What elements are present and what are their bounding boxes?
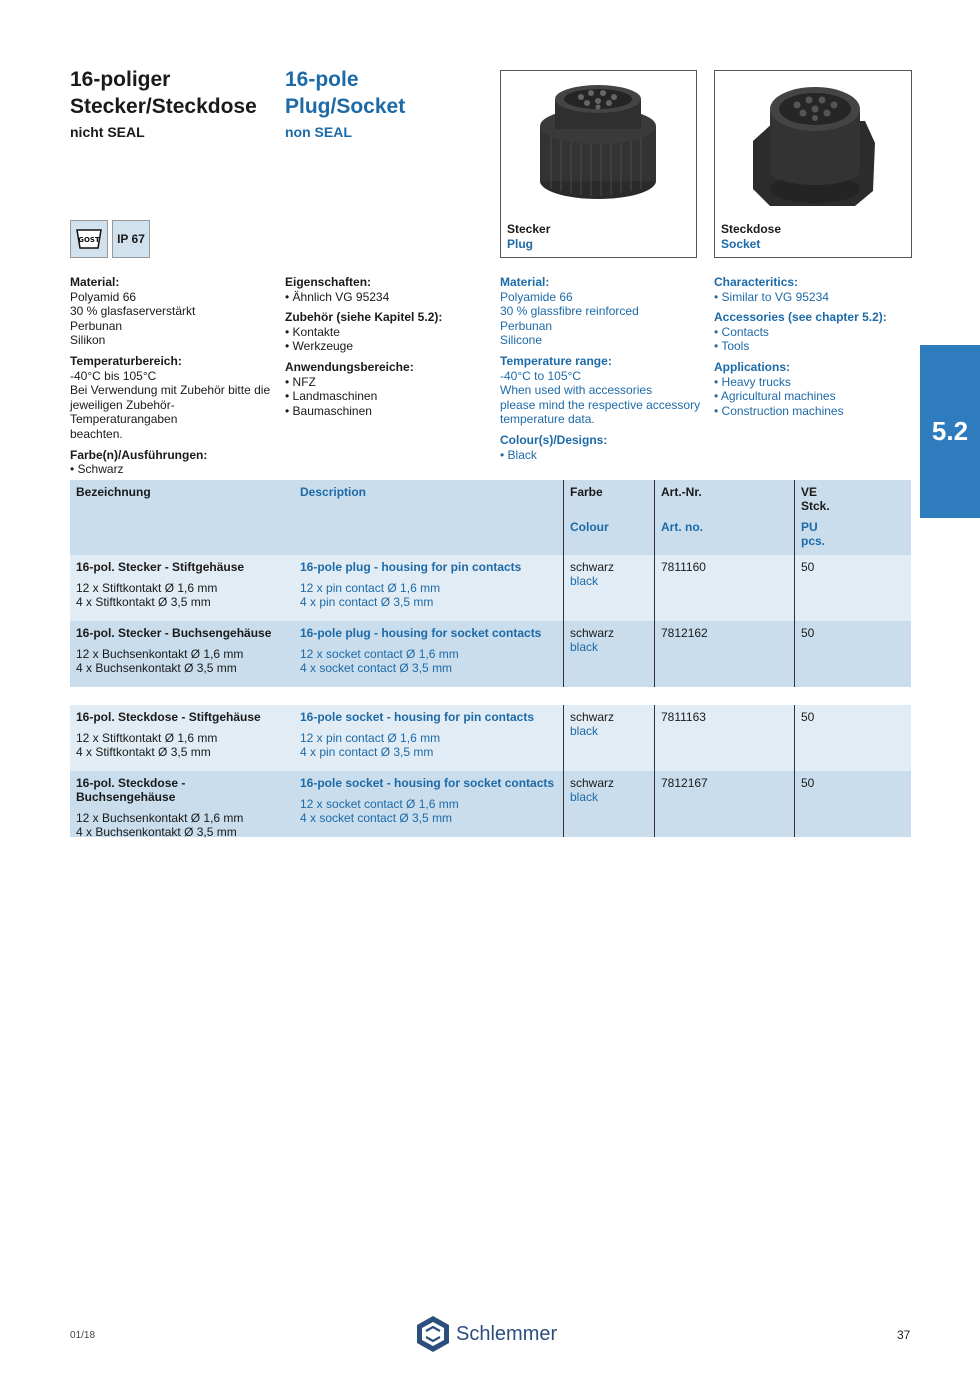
bullet-item: • Ähnlich VG 95234	[285, 290, 490, 305]
row-detail: 4 x socket contact Ø 3,5 mm	[300, 811, 453, 825]
info-line: Perbunan	[500, 318, 553, 333]
info-line: jeweiligen Zubehör-Temperaturangaben	[70, 397, 178, 427]
bullet-item: • Similar to VG 95234	[714, 290, 919, 305]
header-colour-en: Colour	[570, 520, 609, 534]
gost-certification-icon	[70, 220, 108, 258]
cell-art-nr: 7811160	[654, 555, 794, 621]
info-line: temperature data.	[500, 412, 595, 427]
row-colour: black	[570, 724, 599, 738]
cell-bezeichnung	[70, 771, 294, 837]
cell-description	[294, 705, 563, 771]
footer-date: 01/18	[70, 1330, 96, 1341]
brand-name: Schlemmer	[456, 1322, 558, 1345]
row-detail: 4 x Buchsenkontakt Ø 3,5 mm	[76, 661, 237, 675]
cell-farbe	[563, 621, 654, 687]
title-en-line1: 16-pole	[285, 68, 359, 91]
table-header	[70, 480, 911, 555]
socket-caption-de: Steckdose	[721, 222, 782, 236]
header-pu-line2: pcs.	[801, 534, 826, 548]
product-table-sockets	[70, 705, 911, 837]
accessories-heading-de: Zubehör (siehe Kapitel 5.2):	[285, 310, 443, 325]
props-heading-en: Characteritics:	[714, 275, 799, 289]
page-number: 37	[897, 1328, 911, 1342]
header-ve-line1: VE	[801, 485, 818, 499]
product-table-plugs	[70, 480, 911, 687]
row-detail: 4 x Buchsenkontakt Ø 3,5 mm	[76, 825, 237, 839]
info-line: please mind the respective accessory	[500, 397, 701, 412]
props-heading-de: Eigenschaften:	[285, 275, 372, 289]
cell-art-nr: 7811163	[654, 705, 794, 771]
colour-heading-en: Colour(s)/Designs:	[500, 432, 608, 447]
bullet-item: • Black	[500, 448, 705, 463]
subtitle-en: non SEAL	[285, 124, 352, 140]
row-title-en: 16-pole plug - housing for pin contacts	[300, 560, 522, 574]
row-detail: 4 x Stiftkontakt Ø 3,5 mm	[76, 745, 211, 759]
title-english	[285, 66, 405, 141]
header-ve	[794, 480, 911, 555]
cell-bezeichnung	[70, 621, 294, 687]
brand-logo	[416, 1315, 557, 1353]
cell-art-nr: 7812167	[654, 771, 794, 837]
cell-bezeichnung	[70, 705, 294, 771]
colour-heading-de: Farbe(n)/Ausführungen:	[70, 447, 208, 462]
title-de-line1: 16-poliger	[70, 68, 171, 91]
row-title-en: 16-pole socket - housing for pin contacts	[300, 710, 535, 724]
header-bezeichnung: Bezeichnung	[76, 485, 151, 499]
row-detail: 12 x Buchsenkontakt Ø 1,6 mm	[76, 811, 244, 825]
material-heading-de: Material:	[70, 275, 120, 289]
row-detail: 12 x Buchsenkontakt Ø 1,6 mm	[76, 647, 244, 661]
info-line: 30 % glasfaserverstärkt	[70, 304, 196, 319]
info-line: -40°C to 105°C	[500, 368, 581, 383]
cell-ve: 50	[794, 555, 911, 621]
info-en-right	[714, 275, 919, 424]
bullet-item: • Contacts	[714, 325, 919, 340]
cell-art-nr: 7812162	[654, 621, 794, 687]
info-line: When used with accessories	[500, 383, 653, 398]
cell-farbe	[563, 555, 654, 621]
bullet-item: • Agricultural machines	[714, 389, 919, 404]
info-line: Silicone	[500, 333, 543, 348]
cell-farbe	[563, 705, 654, 771]
info-line: Polyamide 66	[500, 289, 573, 304]
bullet-item: • Kontakte	[285, 325, 490, 340]
applications-heading-en: Applications:	[714, 359, 791, 374]
table-row	[70, 555, 911, 621]
row-title-en: 16-pole socket - housing for socket contacts	[300, 776, 555, 790]
row-detail: 12 x socket contact Ø 1,6 mm	[300, 647, 459, 661]
svg-text:GOST: GOST	[78, 236, 100, 244]
applications-heading-de: Anwendungsbereiche:	[285, 359, 414, 374]
row-detail: 4 x pin contact Ø 3,5 mm	[300, 595, 434, 609]
bullet-item: • Werkzeuge	[285, 339, 490, 354]
bullet-item: • Construction machines	[714, 404, 919, 419]
material-heading-en: Material:	[500, 275, 550, 289]
cell-farbe	[563, 771, 654, 837]
header-ve-line2: Stck.	[801, 499, 830, 513]
table-row	[70, 621, 911, 687]
plug-caption-en: Plug	[507, 237, 533, 251]
info-line: Bei Verwendung mit Zubehör bitte die	[70, 383, 271, 398]
bullet-item: • Tools	[714, 339, 919, 354]
header-art-nr	[654, 480, 794, 555]
header-farbe-de: Farbe	[570, 485, 603, 499]
cell-ve: 50	[794, 705, 911, 771]
cell-bezeichnung	[70, 555, 294, 621]
header-farbe	[563, 480, 654, 555]
cell-ve: 50	[794, 621, 911, 687]
row-title-de: 16-pol. Stecker - Stiftgehäuse	[76, 560, 245, 574]
info-line: Perbunan	[70, 318, 123, 333]
socket-caption	[721, 222, 781, 252]
title-german	[70, 66, 257, 141]
chapter-tab: 5.2	[920, 345, 980, 518]
info-line: -40°C bis 105°C	[70, 368, 157, 383]
row-farbe: schwarz	[570, 560, 615, 574]
row-detail: 4 x Stiftkontakt Ø 3,5 mm	[76, 595, 211, 609]
temp-heading-de: Temperaturbereich:	[70, 353, 182, 368]
row-detail: 4 x socket contact Ø 3,5 mm	[300, 661, 453, 675]
row-colour: black	[570, 640, 599, 654]
socket-caption-en: Socket	[721, 237, 761, 251]
header-description: Description	[300, 485, 367, 499]
row-detail: 12 x Stiftkontakt Ø 1,6 mm	[76, 581, 218, 595]
plug-image-box	[500, 70, 697, 258]
row-colour: black	[570, 790, 599, 804]
row-title-de: 16-pol. Stecker - Buchsengehäuse	[76, 626, 272, 640]
row-detail: 12 x pin contact Ø 1,6 mm	[300, 731, 441, 745]
bullet-item: • Landmaschinen	[285, 389, 490, 404]
accessories-heading-en: Accessories (see chapter 5.2):	[714, 310, 887, 325]
plug-caption	[507, 222, 550, 252]
cell-ve: 50	[794, 771, 911, 837]
row-detail: 4 x pin contact Ø 3,5 mm	[300, 745, 434, 759]
row-title-de: 16-pol. Steckdose - Buchsengehäuse	[76, 776, 186, 804]
info-de-left	[70, 275, 275, 483]
row-detail: 12 x Stiftkontakt Ø 1,6 mm	[76, 731, 218, 745]
bullet-item: • NFZ	[285, 375, 490, 390]
header-art-en: Art. no.	[661, 520, 703, 534]
hexagon-logo-icon	[416, 1315, 450, 1353]
table-row	[70, 705, 911, 771]
title-en-line2: Plug/Socket	[285, 95, 406, 118]
row-colour: black	[570, 574, 599, 588]
row-farbe: schwarz	[570, 626, 615, 640]
bullet-item: • Schwarz	[70, 462, 275, 477]
header-pu-line1: PU	[801, 520, 818, 534]
plug-image	[501, 71, 696, 221]
cell-description	[294, 771, 563, 837]
info-line: 30 % glassfibre reinforced	[500, 304, 639, 319]
ip67-badge: IP 67	[112, 220, 150, 258]
row-title-de: 16-pol. Steckdose - Stiftgehäuse	[76, 710, 261, 724]
socket-image	[715, 71, 911, 221]
temp-heading-en: Temperature range:	[500, 353, 612, 368]
table-row	[70, 771, 911, 837]
cell-description	[294, 555, 563, 621]
subtitle-de: nicht SEAL	[70, 124, 145, 140]
row-detail: 12 x pin contact Ø 1,6 mm	[300, 581, 441, 595]
row-title-en: 16-pole plug - housing for socket contacts	[300, 626, 542, 640]
row-farbe: schwarz	[570, 710, 615, 724]
info-line: Silikon	[70, 333, 106, 348]
bullet-item: • Baumaschinen	[285, 404, 490, 419]
info-line: beachten.	[70, 426, 123, 441]
cell-description	[294, 621, 563, 687]
row-detail: 12 x socket contact Ø 1,6 mm	[300, 797, 459, 811]
header-art-de: Art.-Nr.	[661, 485, 702, 499]
info-de-right	[285, 275, 490, 424]
socket-image-box	[714, 70, 912, 258]
row-farbe: schwarz	[570, 776, 615, 790]
info-en-left	[500, 275, 705, 468]
info-line: Polyamid 66	[70, 289, 137, 304]
bullet-item: • Heavy trucks	[714, 375, 919, 390]
title-de-line2: Stecker/Steckdose	[70, 95, 257, 118]
plug-caption-de: Stecker	[507, 222, 551, 236]
